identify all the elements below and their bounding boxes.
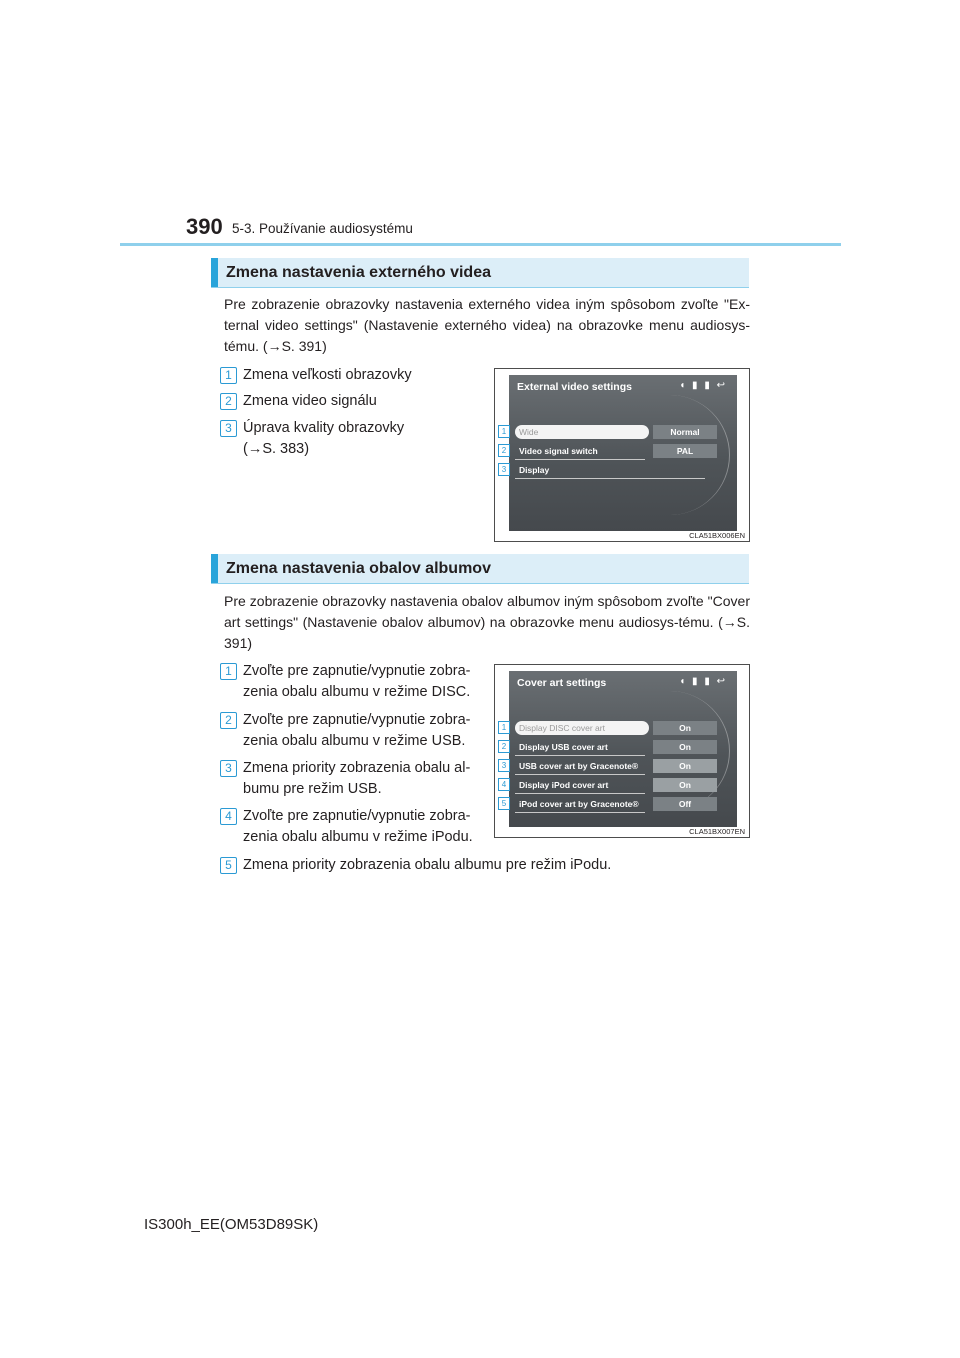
screen-callout-badge: 2 (498, 740, 510, 753)
setting-value[interactable]: On (653, 778, 717, 792)
setting-value[interactable]: PAL (653, 444, 717, 458)
setting-value[interactable]: Normal (653, 425, 717, 439)
setting-row-disc-cover[interactable] (515, 721, 649, 735)
list-item-line: bumu pre režim USB. (243, 781, 382, 797)
callout-badge: 2 (220, 393, 237, 410)
callout-badge: 3 (220, 420, 237, 437)
list-item: Zmena priority zobrazenia obalu albumu pre režim iPodu. (243, 857, 612, 873)
screenshot-external-video-settings (494, 368, 750, 542)
header-divider (120, 243, 841, 246)
callout-badge: 5 (220, 857, 237, 874)
image-code: CLA51BX006EN (689, 531, 745, 540)
screen-callout-badge: 4 (498, 778, 510, 791)
chapter-title: 5-3. Používanie audiosystému (232, 221, 413, 236)
screen-title: Cover art settings (517, 677, 607, 689)
callout-badge: 1 (220, 663, 237, 680)
list-item-line: zenia obalu albumu v režime iPodu. (243, 829, 473, 845)
section-heading-cover-art: Zmena nastavenia obalov albumov (211, 554, 749, 583)
setting-label: iPod cover art by Gracenote® (519, 799, 639, 809)
list-item (243, 806, 489, 848)
intro-text: Pre zobrazenie obrazovky nastavenia obalov albumov iným spôsobom zvoľte "Cover art settings" (Nastavenie obalov albumov) na obrazovke menu audiosys-tému. ( (224, 593, 750, 630)
list-item (243, 710, 489, 752)
model-footer: IS300h_EE(OM53D89SK) (144, 1216, 319, 1233)
intro-text-end: ) (322, 338, 327, 354)
status-icons: ◖ ▮ ▮ ↩ (679, 676, 727, 687)
setting-row-ipod-gracenote[interactable] (515, 797, 649, 811)
setting-label: Display USB cover art (519, 742, 608, 752)
list-item-line: zenia obalu albumu v režime USB. (243, 733, 466, 749)
setting-row-usb-cover[interactable] (515, 740, 649, 754)
intro-text: Pre zobrazenie obrazovky nastavenia externého videa iným spôsobom zvoľte "Ex-ternal video settings" (Nastavenie externého videa) na obrazovke menu audiosys-tému. ( (224, 296, 750, 354)
setting-label: Display (519, 465, 550, 475)
page-number: 390 (186, 214, 223, 239)
setting-row-video-signal[interactable] (515, 444, 649, 458)
screen-callout-badge: 1 (498, 721, 510, 734)
setting-value[interactable]: Off (653, 797, 717, 811)
screen-callout-badge: 3 (498, 463, 510, 476)
setting-label: Display DISC cover art (519, 723, 605, 733)
screen-callout-badge: 5 (498, 797, 510, 810)
setting-label: USB cover art by Gracenote® (519, 761, 639, 771)
list-item-line: Zvoľte pre zapnutie/vypnutie zobra- (243, 663, 471, 679)
list-item (243, 661, 489, 703)
setting-label: Display iPod cover art (519, 780, 609, 790)
section-heading-external-video: Zmena nastavenia externého videa (211, 258, 749, 287)
screen-callout-badge: 2 (498, 444, 510, 457)
list-item-line: Zvoľte pre zapnutie/vypnutie zobra- (243, 712, 471, 728)
screen-title: External video settings (517, 381, 632, 393)
section2-intro (224, 591, 750, 654)
setting-label: Video signal switch (519, 446, 598, 456)
intro-text-end: ) (247, 635, 253, 651)
image-code: CLA51BX007EN (689, 827, 745, 836)
list-item: Zmena video signálu (243, 393, 377, 409)
page-reference-link[interactable]: (→S. 383) (243, 441, 310, 457)
page-reference-link[interactable]: →S. 391 (224, 614, 750, 651)
section-divider (211, 583, 749, 584)
callout-badge: 4 (220, 808, 237, 825)
section1-intro (224, 294, 750, 357)
setting-value[interactable]: On (653, 740, 717, 754)
list-item: Úprava kvality obrazovky (243, 420, 405, 436)
list-item-line: Zmena priority zobrazenia obalu al- (243, 760, 471, 776)
callout-badge: 3 (220, 760, 237, 777)
display-screen (509, 671, 737, 827)
setting-value[interactable]: On (653, 721, 717, 735)
list-item: Zmena veľkosti obrazovky (243, 367, 412, 383)
callout-badge: 1 (220, 367, 237, 384)
list-item (243, 758, 489, 800)
display-screen (509, 375, 737, 531)
callout-badge: 2 (220, 712, 237, 729)
setting-label: Wide (519, 427, 539, 437)
list-item-line: zenia obalu albumu v režime DISC. (243, 684, 471, 700)
setting-row-wide[interactable] (515, 425, 649, 439)
setting-row-ipod-cover[interactable] (515, 778, 649, 792)
page-reference-link[interactable]: →S. 391 (267, 338, 323, 354)
setting-row-display[interactable] (515, 463, 709, 477)
screenshot-cover-art-settings (494, 664, 750, 838)
setting-value[interactable]: On (653, 759, 717, 773)
status-icons: ◖ ▮ ▮ ↩ (679, 380, 727, 391)
list-item-line: Zvoľte pre zapnutie/vypnutie zobra- (243, 808, 471, 824)
screen-callout-badge: 3 (498, 759, 510, 772)
screen-callout-badge: 1 (498, 425, 510, 438)
section-divider (211, 287, 749, 288)
setting-row-usb-gracenote[interactable] (515, 759, 649, 773)
